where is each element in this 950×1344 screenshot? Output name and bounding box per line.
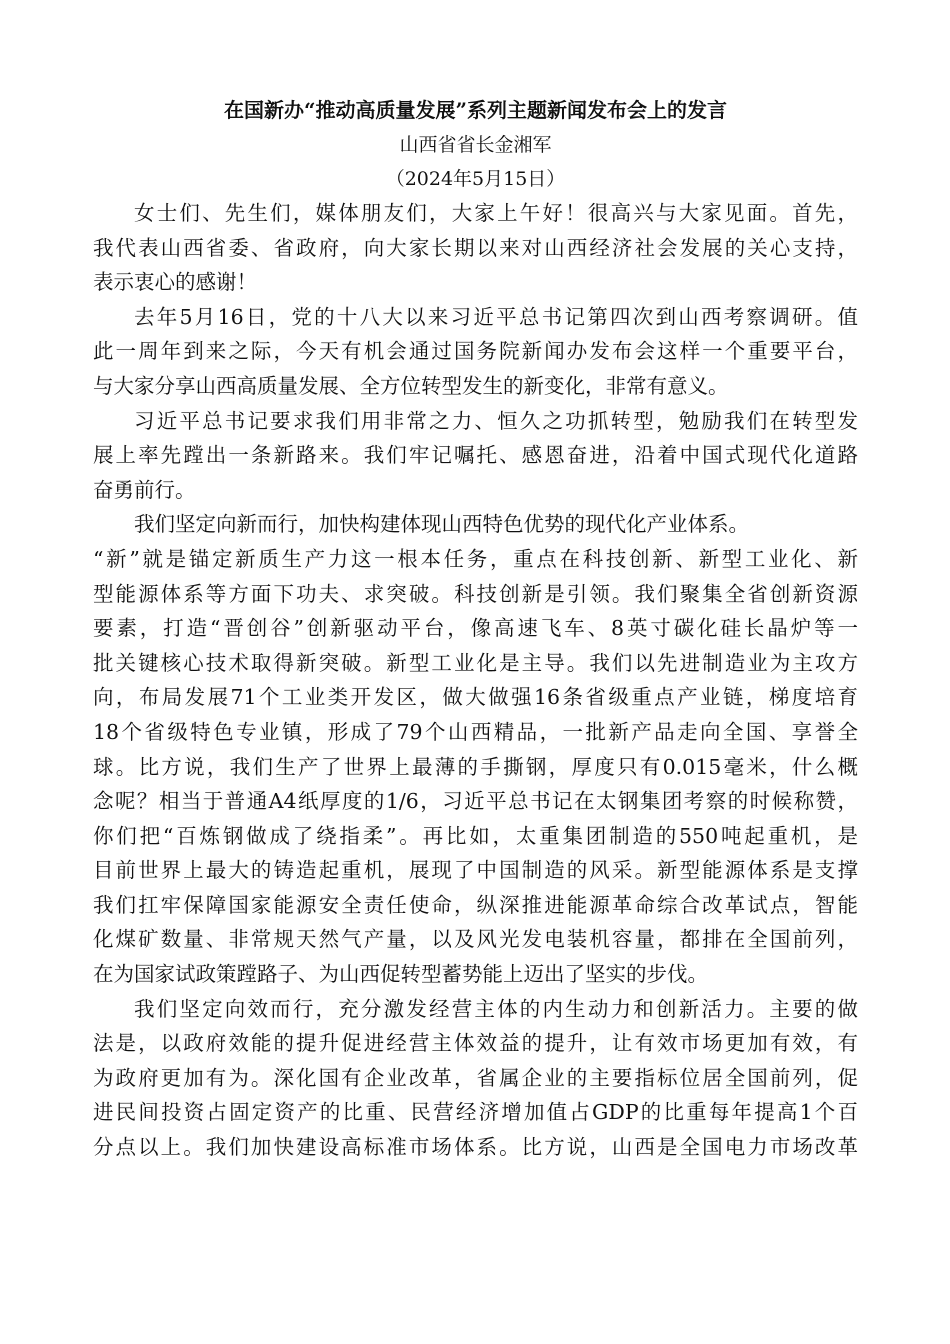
document-date: （2024年5月15日） [385, 168, 566, 190]
text-line: 法是，以政府效能的提升促进经营主体效益的提升，让有效市场更加有效，有 [93, 1031, 858, 1056]
paragraph-efficiency [93, 992, 858, 1165]
text-line: 18个省级特色专业镇，形成了79个山西精品，一批新产品走向全国、享誉全 [93, 719, 858, 744]
text-line: 分点以上。我们加快建设高标准市场体系。比方说，山西是全国电力市场改革 [93, 1135, 858, 1160]
text-line: 为政府更加有为。深化国有企业改革，省属企业的主要指标位居全国前列，促 [93, 1065, 858, 1090]
document-title: 在国新办“推动高质量发展”系列主题新闻发布会上的发言 [223, 98, 727, 122]
text-line: 化煤矿数量、非常规天然气产量，以及风光发电装机容量，都排在全国前列， [93, 927, 858, 952]
text-line: 向，布局发展71个工业类开发区，做大做强16条省级重点产业链，梯度培育 [93, 685, 858, 710]
text-line: 与大家分享山西高质量发展、全方位转型发生的新变化，非常有意义。 [93, 373, 729, 398]
document-author: 山西省省长金湘军 [399, 134, 552, 156]
text-line: 球。比方说，我们生产了世界上最薄的手撕钢，厚度只有0.015毫米，什么概 [93, 754, 858, 779]
text-line: 我们扛牢保障国家能源安全责任使命，纵深推进能源革命综合改革试点，智能 [93, 892, 858, 917]
text-line: 批关键核心技术取得新突破。新型工业化是主导。我们以先进制造业为主攻方 [93, 650, 858, 675]
paragraph-anniversary [93, 300, 858, 404]
text-line: 习近平总书记要求我们用非常之力、恒久之功抓转型，勉励我们在转型发 [134, 408, 858, 433]
paragraph-innovation [93, 507, 858, 991]
paragraph-transformation [93, 404, 858, 508]
text-line: 去年5月16日，党的十八大以来习近平总书记第四次到山西考察调研。值 [134, 304, 858, 329]
text-line: 我们坚定向效而行，充分激发经营主体的内生动力和创新活力。主要的做 [134, 996, 858, 1021]
text-line: 念呢？相当于普通A4纸厚度的1/6，习近平总书记在太钢集团考察的时候称赞， [93, 789, 858, 814]
text-line: 我代表山西省委、省政府，向大家长期以来对山西经济社会发展的关心支持， [93, 235, 858, 260]
text-line: 展上率先蹚出一条新路来。我们牢记嘱托、感恩奋进，沿着中国式现代化道路 [93, 443, 858, 468]
text-line: 型能源体系等方面下功夫、求突破。科技创新是引领。我们聚集全省创新资源 [93, 581, 858, 606]
text-line: 在为国家试政策蹚路子、为山西促转型蓄势能上迈出了坚实的步伐。 [93, 962, 708, 987]
text-line: 要素，打造“晋创谷”创新驱动平台，像高速飞车、8英寸碳化硅长晶炉等一 [93, 616, 858, 641]
text-line: “新”就是锚定新质生产力这一根本任务，重点在科技创新、新型工业化、新 [93, 546, 858, 571]
text-line: 目前世界上最大的铸造起重机，展现了中国制造的风采。新型能源体系是支撑 [93, 858, 858, 883]
text-line: 你们把“百炼钢做成了绕指柔”。再比如，太重集团制造的550吨起重机，是 [93, 823, 858, 848]
text-line: 我们坚定向新而行，加快构建体现山西特色优势的现代化产业体系。 [134, 512, 749, 537]
text-line: 女士们、先生们，媒体朋友们，大家上午好！很高兴与大家见面。首先， [134, 201, 858, 225]
document-page [93, 92, 858, 1165]
text-line: 表示衷心的感谢！ [93, 270, 257, 295]
text-line: 此一周年到来之际，今天有机会通过国务院新闻办发布会这样一个重要平台， [93, 339, 858, 364]
paragraph-greeting [93, 196, 858, 300]
text-line: 进民间投资占固定资产的比重、民营经济增加值占GDP的比重每年提高1个百 [93, 1100, 858, 1125]
text-line: 奋勇前行。 [93, 477, 196, 502]
